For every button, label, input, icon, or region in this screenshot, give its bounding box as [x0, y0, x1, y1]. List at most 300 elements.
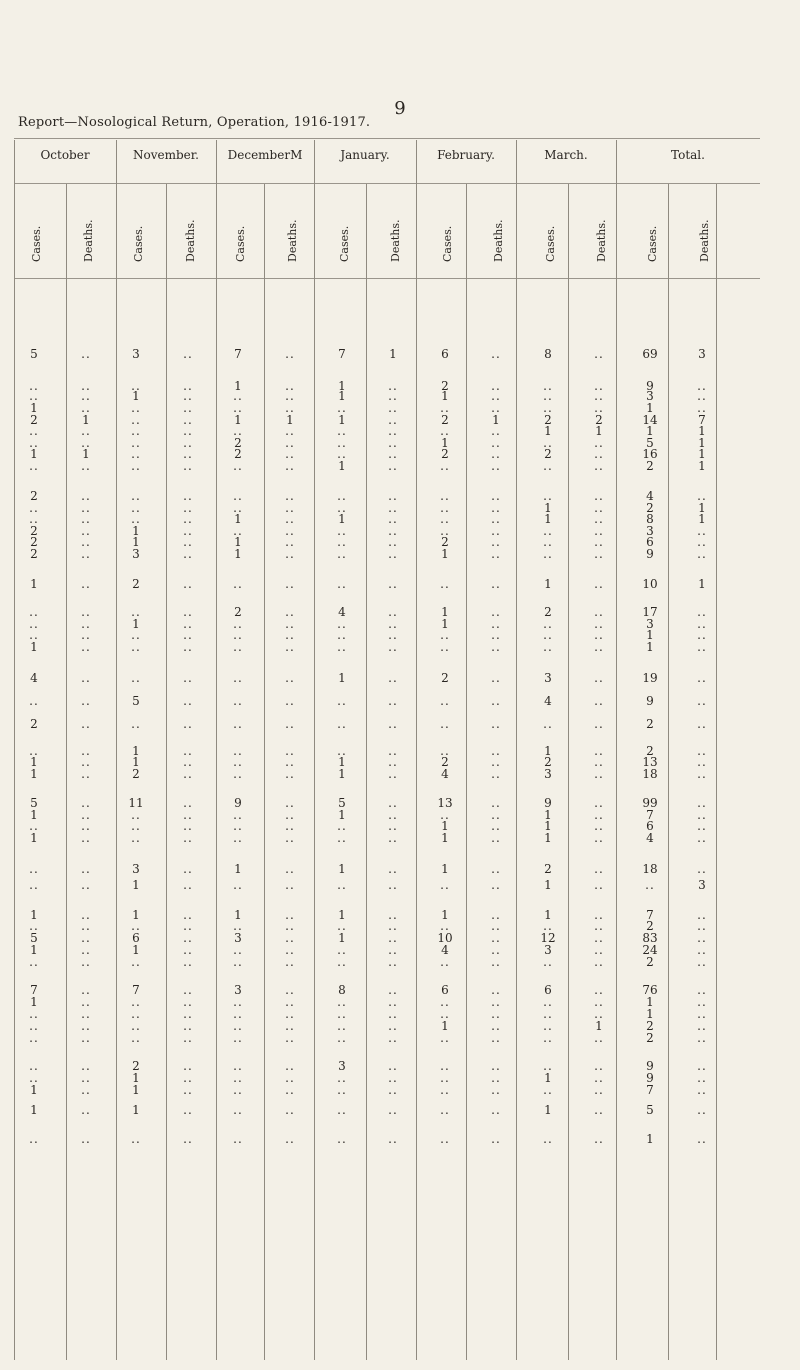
deaths-cell: ..	[594, 1031, 604, 1045]
deaths-cell: ..	[491, 401, 501, 415]
cases-cell: ..	[233, 808, 243, 822]
cases-cell: 17	[642, 605, 658, 619]
deaths-cell: ..	[285, 1103, 295, 1117]
cases-cell: 1	[441, 617, 449, 631]
cases-cell: 2	[132, 1059, 140, 1073]
deaths-cell: ..	[594, 717, 604, 731]
cases-cell: ..	[29, 1031, 39, 1045]
deaths-cell: ..	[388, 640, 398, 654]
deaths-cell: ..	[183, 908, 193, 922]
deaths-cell: ..	[183, 862, 193, 876]
deaths-cell: ..	[491, 919, 501, 933]
cases-cell: ..	[543, 459, 553, 473]
deaths-cell: ..	[183, 831, 193, 845]
cases-cell: 2	[441, 379, 449, 393]
cases-cell: 5	[30, 931, 38, 945]
cases-cell: ..	[337, 995, 347, 1009]
cases-cell: ..	[337, 955, 347, 969]
deaths-cell: ..	[491, 831, 501, 845]
deaths-cell: ..	[388, 628, 398, 642]
cases-cell: 1	[544, 878, 552, 892]
cases-cell: ..	[440, 640, 450, 654]
deaths-cell: ..	[388, 547, 398, 561]
deaths-cell: ..	[697, 717, 707, 731]
deaths-cell: ..	[183, 347, 193, 361]
deaths-cell: ..	[491, 1007, 501, 1021]
cases-cell: ..	[131, 955, 141, 969]
deaths-cell: ..	[183, 535, 193, 549]
deaths-cell: ..	[697, 955, 707, 969]
deaths-cell: ..	[594, 808, 604, 822]
cases-cell: ..	[337, 577, 347, 591]
deaths-cell: ..	[491, 436, 501, 450]
cases-cell: ..	[645, 878, 655, 892]
deaths-cell: ..	[285, 401, 295, 415]
cases-cell: 2	[234, 436, 242, 450]
cases-cell: 1	[646, 424, 654, 438]
cases-cell: ..	[337, 640, 347, 654]
deaths-cell: ..	[183, 1083, 193, 1097]
cases-cell: ..	[233, 1132, 243, 1146]
cases-cell: ..	[440, 1059, 450, 1073]
column-subheader: Cases.	[646, 225, 659, 262]
deaths-cell: ..	[388, 767, 398, 781]
deaths-cell: ..	[285, 983, 295, 997]
deaths-cell: ..	[491, 512, 501, 526]
cases-cell: ..	[131, 489, 141, 503]
deaths-cell: ..	[388, 744, 398, 758]
deaths-cell: ..	[594, 767, 604, 781]
cases-cell: 2	[30, 547, 38, 561]
cases-cell: 14	[642, 413, 658, 427]
cases-cell: 1	[544, 1103, 552, 1117]
deaths-cell: ..	[594, 447, 604, 461]
cases-cell: ..	[233, 1071, 243, 1085]
deaths-cell: ..	[594, 577, 604, 591]
cases-cell: ..	[233, 640, 243, 654]
cases-cell: 1	[132, 1083, 140, 1097]
cases-cell: ..	[233, 831, 243, 845]
deaths-cell: ..	[81, 878, 91, 892]
column-subheader: Deaths.	[698, 219, 711, 262]
deaths-cell: ..	[388, 512, 398, 526]
page-number: 9	[394, 98, 406, 119]
cases-cell: ..	[337, 819, 347, 833]
cases-cell: ..	[543, 489, 553, 503]
deaths-cell: ..	[183, 512, 193, 526]
month-header: February.	[437, 148, 495, 162]
deaths-cell: ..	[285, 1059, 295, 1073]
cases-cell: ..	[29, 955, 39, 969]
column-subheader: Cases.	[132, 225, 145, 262]
deaths-cell: ..	[491, 1132, 501, 1146]
cases-cell: 2	[544, 755, 552, 769]
cases-cell: ..	[131, 501, 141, 515]
cases-cell: ..	[233, 628, 243, 642]
deaths-cell: ..	[491, 489, 501, 503]
cases-cell: ..	[29, 1007, 39, 1021]
cases-cell: ..	[29, 436, 39, 450]
cases-cell: 6	[646, 819, 654, 833]
deaths-cell: ..	[285, 547, 295, 561]
deaths-cell: ..	[388, 1019, 398, 1033]
deaths-cell: ..	[285, 524, 295, 538]
cases-cell: 1	[338, 671, 346, 685]
deaths-cell: ..	[388, 436, 398, 450]
deaths-cell: ..	[183, 577, 193, 591]
deaths-cell: ..	[388, 379, 398, 393]
cases-cell: 99	[642, 796, 658, 810]
cases-cell: 1	[338, 389, 346, 403]
deaths-cell: ..	[81, 547, 91, 561]
cases-cell: 7	[338, 347, 346, 361]
cases-cell: ..	[543, 401, 553, 415]
cases-cell: 1	[338, 931, 346, 945]
deaths-cell: ..	[285, 640, 295, 654]
deaths-cell: ..	[285, 577, 295, 591]
cases-cell: ..	[440, 489, 450, 503]
deaths-cell: ..	[285, 617, 295, 631]
deaths-cell: 7	[698, 413, 706, 427]
month-header: March.	[544, 148, 588, 162]
deaths-cell: 1	[698, 577, 706, 591]
deaths-cell: ..	[491, 524, 501, 538]
deaths-cell: ..	[81, 671, 91, 685]
cases-cell: 76	[642, 983, 658, 997]
cases-cell: ..	[543, 1132, 553, 1146]
cases-cell: 1	[338, 379, 346, 393]
deaths-cell: ..	[183, 501, 193, 515]
cases-cell: ..	[233, 1007, 243, 1021]
cases-cell: ..	[543, 640, 553, 654]
cases-cell: ..	[233, 694, 243, 708]
deaths-cell: ..	[81, 744, 91, 758]
deaths-cell: ..	[81, 389, 91, 403]
cases-cell: ..	[337, 447, 347, 461]
deaths-cell: ..	[285, 943, 295, 957]
deaths-cell: ..	[388, 831, 398, 845]
deaths-cell: ..	[183, 605, 193, 619]
deaths-cell: ..	[285, 808, 295, 822]
cases-cell: ..	[543, 995, 553, 1009]
cases-cell: ..	[29, 512, 39, 526]
cases-cell: ..	[29, 819, 39, 833]
cases-cell: 3	[234, 983, 242, 997]
month-header: January.	[340, 148, 390, 162]
deaths-cell: ..	[697, 379, 707, 393]
cases-cell: 9	[646, 694, 654, 708]
deaths-cell: ..	[285, 489, 295, 503]
cases-cell: 1	[646, 1007, 654, 1021]
cases-cell: 9	[646, 1071, 654, 1085]
deaths-cell: ..	[285, 744, 295, 758]
deaths-cell: ..	[388, 983, 398, 997]
deaths-cell: ..	[81, 1019, 91, 1033]
cases-cell: 7	[234, 347, 242, 361]
deaths-cell: ..	[388, 808, 398, 822]
deaths-cell: ..	[594, 671, 604, 685]
cases-cell: 4	[338, 605, 346, 619]
cases-cell: ..	[337, 1132, 347, 1146]
cases-cell: 5	[646, 436, 654, 450]
cases-cell: 9	[544, 796, 552, 810]
deaths-cell: ..	[183, 640, 193, 654]
deaths-cell: ..	[697, 524, 707, 538]
deaths-cell: ..	[81, 717, 91, 731]
cases-cell: 3	[646, 524, 654, 538]
cases-cell: 1	[338, 908, 346, 922]
cases-cell: 1	[30, 908, 38, 922]
deaths-cell: ..	[594, 878, 604, 892]
cases-cell: ..	[337, 1007, 347, 1021]
deaths-cell: ..	[285, 1132, 295, 1146]
deaths-cell: ..	[388, 995, 398, 1009]
cases-cell: ..	[440, 628, 450, 642]
cases-cell: ..	[29, 459, 39, 473]
deaths-cell: ..	[594, 489, 604, 503]
deaths-cell: ..	[81, 1071, 91, 1085]
deaths-cell: ..	[491, 617, 501, 631]
cases-cell: ..	[233, 1019, 243, 1033]
cases-cell: 2	[544, 605, 552, 619]
deaths-cell: ..	[594, 796, 604, 810]
cases-cell: 1	[234, 535, 242, 549]
cases-cell: ..	[543, 617, 553, 631]
deaths-cell: ..	[183, 819, 193, 833]
cases-cell: ..	[131, 671, 141, 685]
deaths-cell: ..	[285, 347, 295, 361]
deaths-cell: ..	[594, 1103, 604, 1117]
cases-cell: 1	[30, 447, 38, 461]
cases-cell: 2	[441, 535, 449, 549]
cases-cell: ..	[233, 1103, 243, 1117]
cases-cell: 9	[646, 547, 654, 561]
deaths-cell: ..	[81, 1007, 91, 1021]
deaths-cell: ..	[697, 1031, 707, 1045]
deaths-cell: ..	[285, 831, 295, 845]
deaths-cell: ..	[388, 424, 398, 438]
deaths-cell: ..	[594, 943, 604, 957]
deaths-cell: ..	[388, 489, 398, 503]
deaths-cell: ..	[183, 931, 193, 945]
deaths-cell: ..	[388, 401, 398, 415]
deaths-cell: ..	[388, 577, 398, 591]
deaths-cell: ..	[594, 1059, 604, 1073]
cases-cell: ..	[440, 512, 450, 526]
deaths-cell: ..	[285, 1007, 295, 1021]
deaths-cell: ..	[491, 535, 501, 549]
deaths-cell: ..	[491, 1083, 501, 1097]
deaths-cell: ..	[81, 931, 91, 945]
deaths-cell: ..	[285, 424, 295, 438]
column-subheader: Cases.	[441, 225, 454, 262]
deaths-cell: ..	[491, 605, 501, 619]
deaths-cell: ..	[697, 755, 707, 769]
deaths-cell: ..	[183, 919, 193, 933]
deaths-cell: ..	[285, 908, 295, 922]
deaths-cell: ..	[491, 447, 501, 461]
deaths-cell: ..	[697, 628, 707, 642]
deaths-cell: ..	[594, 617, 604, 631]
deaths-cell: ..	[81, 1132, 91, 1146]
cases-cell: ..	[440, 501, 450, 515]
deaths-cell: ..	[81, 640, 91, 654]
cases-cell: ..	[29, 744, 39, 758]
column-subheader: Cases.	[544, 225, 557, 262]
cases-cell: 1	[30, 808, 38, 822]
cases-cell: 2	[646, 744, 654, 758]
cases-cell: 8	[544, 347, 552, 361]
deaths-cell: 1	[698, 447, 706, 461]
deaths-cell: 1	[82, 447, 90, 461]
cases-cell: 2	[234, 605, 242, 619]
cases-cell: 7	[646, 808, 654, 822]
deaths-cell: ..	[491, 862, 501, 876]
cases-cell: ..	[337, 628, 347, 642]
cases-cell: 3	[132, 547, 140, 561]
deaths-cell: ..	[697, 1132, 707, 1146]
deaths-cell: 1	[698, 436, 706, 450]
cases-cell: 2	[30, 524, 38, 538]
deaths-cell: ..	[183, 436, 193, 450]
column-subheader: Cases.	[30, 225, 43, 262]
cases-cell: 10	[437, 931, 453, 945]
deaths-cell: ..	[81, 401, 91, 415]
column-subheader: Deaths.	[492, 219, 505, 262]
deaths-cell: ..	[697, 931, 707, 945]
cases-cell: ..	[131, 919, 141, 933]
cases-cell: 1	[132, 1103, 140, 1117]
cases-cell: ..	[29, 389, 39, 403]
deaths-cell: ..	[594, 524, 604, 538]
cases-cell: ..	[131, 808, 141, 822]
cases-cell: ..	[233, 489, 243, 503]
cases-cell: 8	[338, 983, 346, 997]
deaths-cell: ..	[183, 717, 193, 731]
deaths-cell: ..	[285, 755, 295, 769]
deaths-cell: ..	[81, 501, 91, 515]
cases-cell: 11	[128, 796, 144, 810]
deaths-cell: ..	[81, 862, 91, 876]
cases-cell: 7	[646, 1083, 654, 1097]
deaths-cell: ..	[388, 908, 398, 922]
cases-cell: ..	[337, 424, 347, 438]
deaths-cell: ..	[285, 1083, 295, 1097]
cases-cell: ..	[131, 512, 141, 526]
deaths-cell: ..	[594, 955, 604, 969]
deaths-cell: ..	[285, 379, 295, 393]
deaths-cell: ..	[491, 1071, 501, 1085]
cases-cell: 2	[234, 447, 242, 461]
cases-cell: ..	[543, 717, 553, 731]
deaths-cell: ..	[388, 862, 398, 876]
deaths-cell: ..	[285, 671, 295, 685]
cases-cell: ..	[440, 424, 450, 438]
cases-cell: 2	[30, 413, 38, 427]
deaths-cell: ..	[388, 1071, 398, 1085]
deaths-cell: ..	[697, 1059, 707, 1073]
deaths-cell: ..	[183, 524, 193, 538]
cases-cell: ..	[543, 379, 553, 393]
cases-cell: ..	[337, 1031, 347, 1045]
deaths-cell: ..	[183, 1103, 193, 1117]
deaths-cell: ..	[491, 379, 501, 393]
deaths-cell: ..	[594, 389, 604, 403]
cases-cell: ..	[543, 955, 553, 969]
cases-cell: ..	[233, 744, 243, 758]
cases-cell: 5	[30, 796, 38, 810]
cases-cell: ..	[440, 878, 450, 892]
cases-cell: 16	[642, 447, 658, 461]
cases-cell: ..	[131, 605, 141, 619]
deaths-cell: 1	[492, 413, 500, 427]
deaths-cell: ..	[388, 447, 398, 461]
deaths-cell: ..	[183, 671, 193, 685]
deaths-cell: ..	[285, 605, 295, 619]
cases-cell: 1	[646, 401, 654, 415]
column-subheader: Deaths.	[595, 219, 608, 262]
deaths-cell: ..	[388, 878, 398, 892]
cases-cell: ..	[337, 694, 347, 708]
cases-cell: 5	[646, 1103, 654, 1117]
deaths-cell: ..	[491, 796, 501, 810]
cases-cell: 1	[132, 535, 140, 549]
deaths-cell: ..	[594, 535, 604, 549]
deaths-cell: ..	[388, 819, 398, 833]
deaths-cell: 2	[595, 413, 603, 427]
cases-cell: ..	[543, 1059, 553, 1073]
cases-cell: 2	[544, 413, 552, 427]
deaths-cell: ..	[491, 931, 501, 945]
deaths-cell: ..	[81, 1059, 91, 1073]
cases-cell: ..	[233, 878, 243, 892]
cases-cell: 3	[544, 671, 552, 685]
cases-cell: ..	[440, 1132, 450, 1146]
cases-cell: 1	[544, 1071, 552, 1085]
cases-cell: 3	[234, 931, 242, 945]
cases-cell: ..	[337, 524, 347, 538]
cases-cell: 1	[441, 389, 449, 403]
cases-cell: 1	[30, 640, 38, 654]
cases-cell: ..	[233, 1083, 243, 1097]
deaths-cell: ..	[594, 831, 604, 845]
deaths-cell: ..	[388, 717, 398, 731]
deaths-cell: ..	[491, 1031, 501, 1045]
deaths-cell: ..	[491, 717, 501, 731]
deaths-cell: ..	[183, 943, 193, 957]
cases-cell: 5	[132, 694, 140, 708]
deaths-cell: ..	[491, 694, 501, 708]
cases-cell: 1	[646, 1132, 654, 1146]
deaths-cell: ..	[491, 389, 501, 403]
deaths-cell: ..	[81, 424, 91, 438]
deaths-cell: ..	[491, 819, 501, 833]
cases-cell: 83	[642, 931, 658, 945]
deaths-cell: ..	[388, 617, 398, 631]
cases-cell: ..	[131, 447, 141, 461]
deaths-cell: ..	[81, 617, 91, 631]
cases-cell: 13	[437, 796, 453, 810]
cases-cell: 4	[544, 694, 552, 708]
deaths-cell: ..	[594, 459, 604, 473]
cases-cell: 69	[642, 347, 658, 361]
cases-cell: 6	[132, 931, 140, 945]
table-top-rule	[14, 138, 760, 139]
deaths-cell: ..	[594, 401, 604, 415]
deaths-cell: ..	[594, 755, 604, 769]
deaths-cell: ..	[81, 943, 91, 957]
deaths-cell: ..	[697, 943, 707, 957]
